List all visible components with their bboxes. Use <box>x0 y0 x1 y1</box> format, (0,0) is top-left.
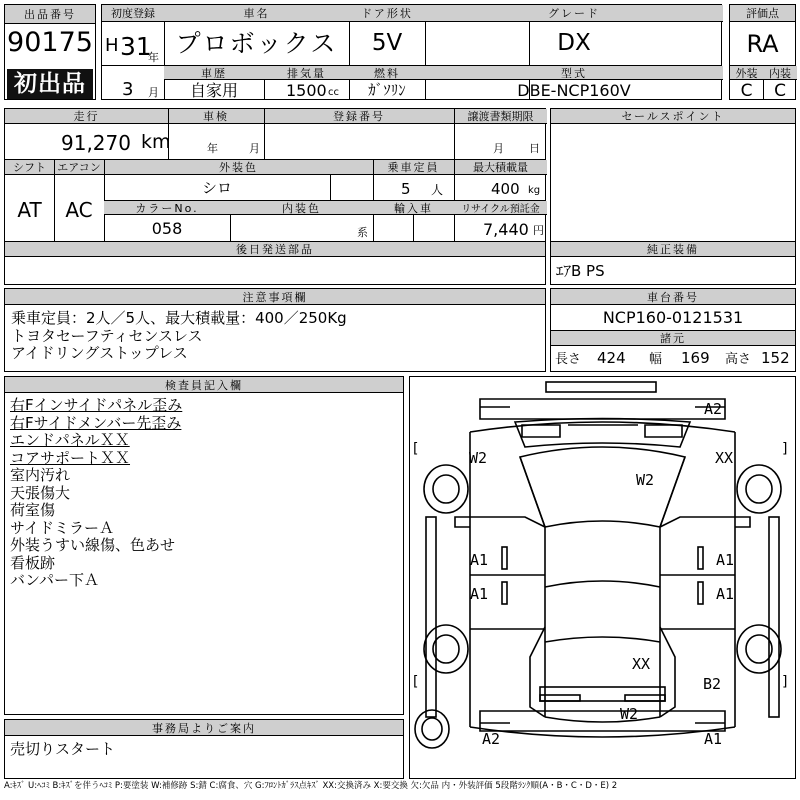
door-label: ドア形状 <box>349 5 425 22</box>
color-no: 058 <box>151 219 183 238</box>
car-outline <box>410 377 795 778</box>
inspector-note: 看板跡 <box>10 553 56 572</box>
color-no-label: カラーNo. <box>104 201 230 215</box>
cautions-box <box>4 288 546 372</box>
inspection-label: 車検 <box>168 109 264 124</box>
legend: A:ｷｽﾞ U:ﾍｺﾐ B:ｷｽﾞを伴うﾍｺﾐ P:要塗装 W:補修跡 S:錆 C:腐食、穴 G:ﾌﾛﾝﾄｶﾞﾗｽ点ｷｽﾞ XX:交換済み X:要交換 欠:欠品 内・外装評価 5段階ﾗﾝｸ順(A・B・C・D・E) 2 <box>4 781 618 791</box>
load: 400 <box>491 180 520 198</box>
import-label: 輸入車 <box>373 201 454 215</box>
mark-rear-glass: XX <box>632 655 651 673</box>
fuel-label: 燃料 <box>349 66 425 80</box>
chassis-number: NCP160-0121531 <box>602 308 744 327</box>
length-label: 長さ <box>555 352 582 367</box>
inspector-note: 荷室傷 <box>10 501 56 519</box>
mark-left-rear-door: A1 <box>470 585 489 603</box>
car-name: プロボックス <box>175 29 338 58</box>
inspector-note: 天張傷大 <box>10 483 71 502</box>
height-value: 152 <box>761 349 790 367</box>
caution-line: トヨタセーフティセンスレス <box>11 326 203 345</box>
exterior-grade: C <box>740 81 753 101</box>
length-value: 424 <box>597 349 626 367</box>
fuel: ｶﾞｿﾘﾝ <box>368 81 406 99</box>
displacement-label: 排気量 <box>264 66 349 80</box>
inspector-note: 外装うすい線傷、色あせ <box>10 536 176 554</box>
interior-label: 内装 <box>763 66 797 80</box>
inspector-note: 右Fサイドメンバー先歪み <box>10 413 182 432</box>
sales-points-label: セールスポイント <box>551 109 795 124</box>
cautions-lines <box>11 310 347 363</box>
mark-front-bumper: A2 <box>704 400 723 418</box>
grade: DX <box>557 30 591 56</box>
rear-bracket-left: [ <box>413 674 419 690</box>
mark-right-rear-quarter: B2 <box>703 675 722 693</box>
first-listing-badge: 初出品 <box>7 69 93 99</box>
car-diagram <box>409 376 796 779</box>
cautions-label: 注意事項欄 <box>5 289 545 305</box>
first-reg-year: 31 <box>120 32 152 61</box>
capacity: 5 <box>401 180 411 198</box>
history-label: 車歴 <box>164 66 264 80</box>
score-box <box>729 4 796 100</box>
shift-label: シフト <box>5 160 54 175</box>
exterior-label: 外装 <box>730 66 763 80</box>
month-unit: 月 <box>148 86 159 99</box>
era: H <box>105 35 119 56</box>
inspector-note: エンドパネルＸＸ <box>10 431 130 449</box>
front-bracket-right: ] <box>782 441 788 457</box>
inspection-month-unit: 月 <box>249 142 260 155</box>
name-label: 車名 <box>164 5 349 22</box>
int-color-unit: 系 <box>357 226 368 239</box>
specs-table <box>4 108 546 285</box>
color-label: 外装色 <box>104 160 373 175</box>
first-reg-month: 3 <box>122 79 134 100</box>
office-label: 事務局よりご案内 <box>5 720 403 736</box>
mark-right-front-door: A1 <box>716 551 735 569</box>
lot-number-box <box>4 4 96 100</box>
width-label: 幅 <box>649 352 663 367</box>
shift: AT <box>17 198 42 222</box>
mileage-label: 走行 <box>5 109 168 124</box>
car-history: 自家用 <box>189 81 238 100</box>
first-reg-label: 初度登録 <box>102 5 164 22</box>
load-unit: kg <box>528 185 541 196</box>
inspector-note: 右Fインサイドパネル歪み <box>10 396 183 414</box>
dims-label: 諸元 <box>551 331 795 346</box>
vehicle-info-table <box>101 4 722 100</box>
equipment-label: 純正装備 <box>551 242 795 257</box>
transfer-label: 譲渡書類期限 <box>454 109 547 124</box>
model-label: 型式 <box>425 66 723 80</box>
office-text: 売切りスタート <box>10 740 116 758</box>
displacement-unit: cc <box>328 87 339 98</box>
later-parts-label: 後日発送部品 <box>5 242 545 257</box>
inspector-note: サイドミラーＡ <box>10 518 114 537</box>
sales-points-box <box>550 108 796 285</box>
exterior-color: シロ <box>201 179 232 197</box>
recycle-label: リサイクル預託金 <box>454 201 547 215</box>
height-label: 高さ <box>725 352 752 367</box>
transfer-day-unit: 日 <box>529 142 540 155</box>
mark-front-left-fender: W2 <box>469 449 488 467</box>
front-bracket-left: [ <box>413 441 419 457</box>
ac: AC <box>65 198 93 222</box>
inspector-note: コアサポートＸＸ <box>10 448 131 467</box>
grade-label: グレード <box>425 5 723 22</box>
inspector-box <box>4 376 404 715</box>
mark-rear-bumper-left: A2 <box>482 730 501 748</box>
door-type: 5V <box>371 30 403 56</box>
caution-line: アイドリングストップレス <box>11 344 188 362</box>
int-color-label: 内装色 <box>230 201 373 215</box>
mark-windshield: W2 <box>636 471 655 489</box>
inspector-note: 室内汚れ <box>10 466 71 484</box>
score: RA <box>746 30 779 58</box>
inspector-label: 検査員記入欄 <box>5 377 403 393</box>
width-value: 169 <box>681 349 710 367</box>
inspection-year-unit: 年 <box>207 142 218 155</box>
inspector-note: バンパー下Ａ <box>10 571 99 589</box>
mark-right-rear-door: A1 <box>716 585 735 603</box>
inspector-notes <box>10 397 182 590</box>
displacement: 1500 <box>286 81 327 100</box>
chassis-label: 車台番号 <box>551 289 795 305</box>
transfer-month-unit: 月 <box>493 142 504 155</box>
lot-number-label: 出品番号 <box>5 5 95 24</box>
recycle-unit: 円 <box>533 224 544 237</box>
mark-rear-bumper-right: A1 <box>704 730 723 748</box>
mark-rear-panel: W2 <box>620 705 639 723</box>
interior-grade: C <box>774 81 786 101</box>
capacity-unit: 人 <box>431 183 444 197</box>
lot-number: 90175 <box>7 27 93 58</box>
equipment-value: ｴｱB PS <box>556 262 605 280</box>
year-unit: 年 <box>148 51 159 64</box>
rear-bracket-right: ] <box>782 674 788 690</box>
load-label: 最大積載量 <box>454 160 547 175</box>
caution-line: 乗車定員：2人／5人、最大積載量：400／250Kg <box>11 309 347 327</box>
mileage: 91,270 <box>61 131 131 155</box>
model-code: DBE-NCP160V <box>517 81 631 100</box>
chassis-box <box>550 288 796 372</box>
mileage-unit: km <box>141 131 171 153</box>
score-label: 評価点 <box>730 5 795 22</box>
office-box <box>4 719 404 779</box>
recycle-fee: 7,440 <box>483 220 529 239</box>
ac-label: エアコン <box>54 160 104 175</box>
mark-left-front-door: A1 <box>470 551 489 569</box>
plate-label: 登録番号 <box>264 109 454 124</box>
mark-front-right-fender: XX <box>715 449 734 467</box>
capacity-label: 乗車定員 <box>373 160 454 175</box>
